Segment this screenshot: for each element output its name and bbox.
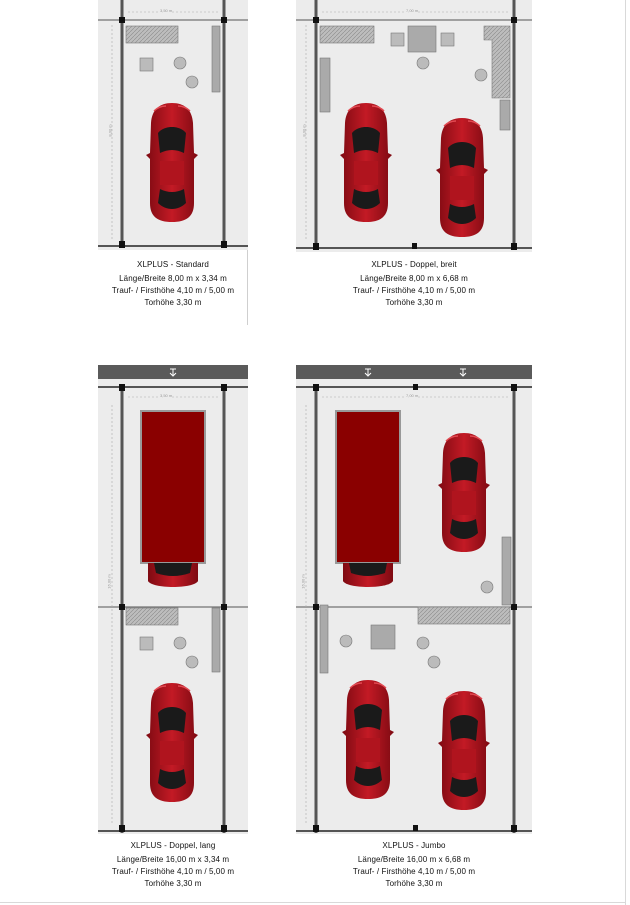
floorplan-jumbo: [296, 365, 532, 840]
plan-door-height: Torhöhe 3,30 m: [144, 298, 202, 307]
plan-heights: Trauf- / Firsthöhe 4,10 m / 5,00 m: [111, 286, 235, 295]
length-dimension-label: 16,00 m: [300, 574, 306, 589]
width-dimension-label: 3,50 m: [160, 393, 173, 398]
plan-heights: Trauf- / Firsthöhe 4,10 m / 5,00 m: [352, 867, 476, 876]
plan-heights: Trauf- / Firsthöhe 4,10 m / 5,00 m: [111, 867, 235, 876]
length-dimension-label: 16,00 m: [106, 574, 112, 589]
plan-dimensions: Länge/Breite 16,00 m x 3,34 m: [116, 855, 230, 864]
plan-door-height: Torhöhe 3,30 m: [144, 879, 202, 888]
plan-title: XLPLUS - Doppel, breit: [371, 260, 457, 269]
width-dimension-label: 7,00 m: [406, 8, 419, 13]
page-edge-right: [625, 0, 626, 905]
width-dimension-label: 3,50 m: [160, 8, 173, 13]
plan-title: XLPLUS - Doppel, lang: [130, 841, 216, 850]
page-edge-bottom: [0, 902, 626, 903]
plan-heights: Trauf- / Firsthöhe 4,10 m / 5,00 m: [352, 286, 476, 295]
caption-jumbo: [296, 840, 532, 890]
floorplan-standard: [98, 0, 248, 260]
caption-doppel-lang: [98, 840, 248, 890]
plan-title: XLPLUS - Jumbo: [382, 841, 446, 850]
plan-title: XLPLUS - Standard: [137, 260, 209, 269]
plan-door-height: Torhöhe 3,30 m: [385, 298, 443, 307]
floorplan-doppel-breit: [296, 0, 532, 260]
caption-standard: [98, 259, 248, 309]
plan-door-height: Torhöhe 3,30 m: [385, 879, 443, 888]
plan-dimensions: Länge/Breite 8,00 m x 6,68 m: [360, 274, 468, 283]
plan-dimensions: Länge/Breite 8,00 m x 3,34 m: [119, 274, 227, 283]
width-dimension-label: 7,00 m: [406, 393, 419, 398]
caption-doppel-breit: [296, 259, 532, 309]
length-dimension-label: 8,00 m: [301, 124, 307, 137]
length-dimension-label: 8,00 m: [107, 124, 113, 137]
floorplan-doppel-lang: [98, 365, 248, 840]
plan-dimensions: Länge/Breite 16,00 m x 6,68 m: [357, 855, 471, 864]
